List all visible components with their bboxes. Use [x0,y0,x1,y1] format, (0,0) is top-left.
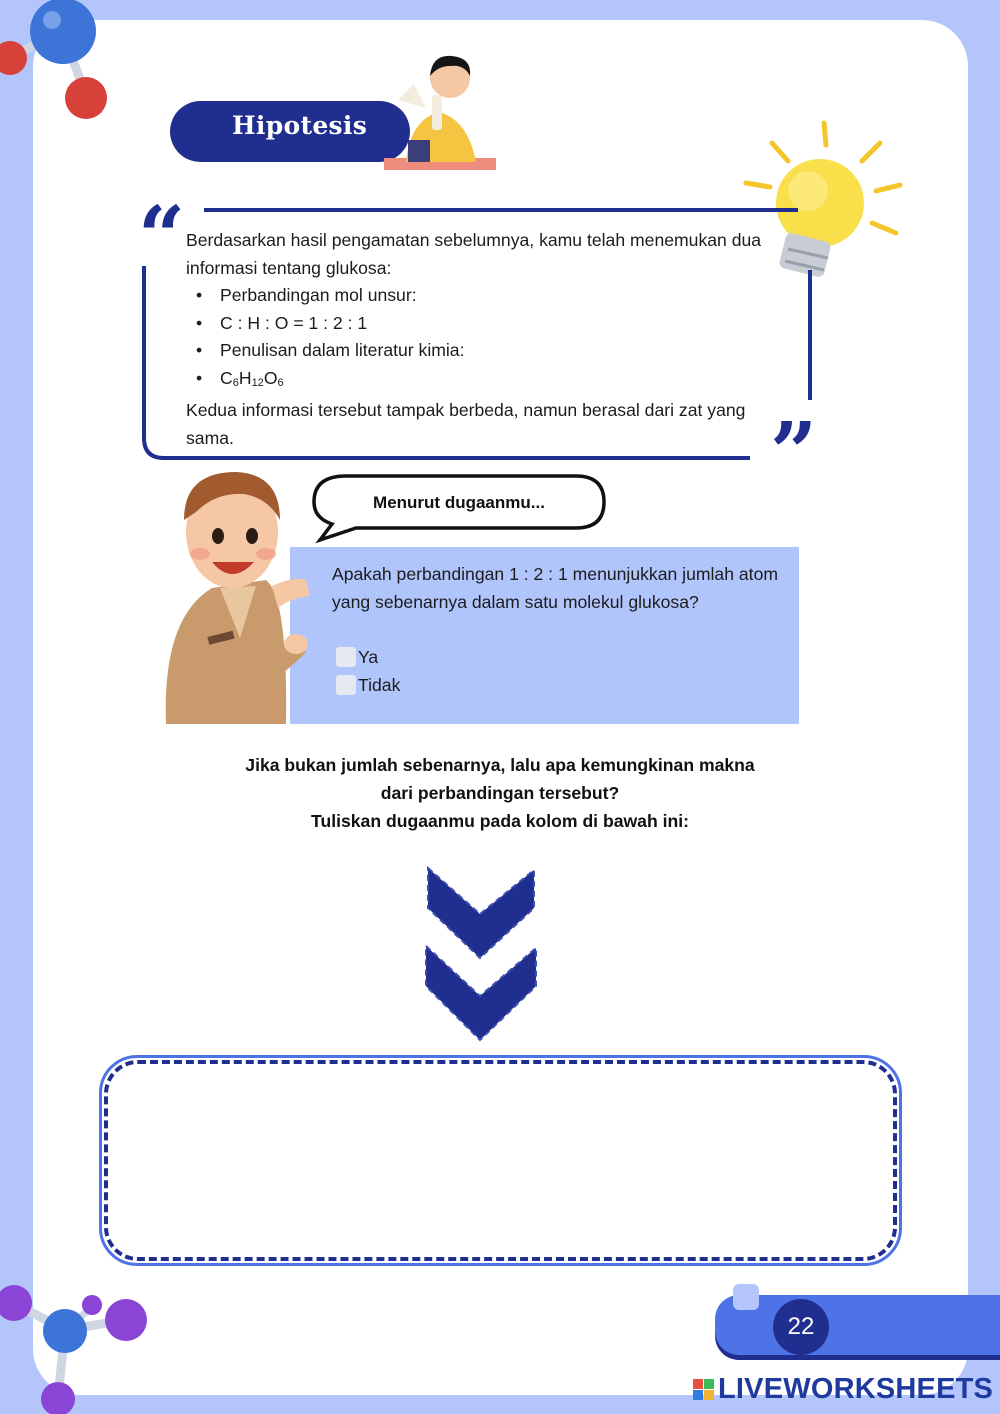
info-conclusion: Kedua informasi tersebut tampak berbeda, namun berasal dari zat yang sama. [186,400,746,448]
page-title: Hipotesis [170,101,410,162]
open-quote-icon: “ [138,189,186,285]
info-intro: Berdasarkan hasil pengamatan sebelumnya, kamu telah menemukan dua informasi tentang glukosa: [186,230,762,278]
molecule-top-left-icon [0,0,120,125]
glucose-formula: • $C_6H_{12}O_6$ [186,365,786,398]
option-label: Tidak [358,674,401,695]
option-label: Ya [358,646,379,667]
checkbox-tidak[interactable] [336,675,356,695]
chevron-down-icon [420,862,545,1047]
prompt-line: Jika bukan jumlah sebenarnya, lalu apa kemungkinan makna [245,755,755,775]
brand-text: LIVEWORKSHEETS [718,1372,994,1405]
info-bullet-list [186,282,786,397]
scientist-illustration-icon [384,50,499,170]
option-tidak[interactable] [336,673,400,697]
list-item: • Perbandingan mol unsur: [186,282,786,310]
page-tab-square [733,1284,759,1310]
info-paragraph [186,227,786,452]
liveworksheets-logo [692,1372,993,1406]
page-number: 22 [773,1299,829,1355]
question-text: Apakah perbandingan 1 : 2 : 1 menunjukkan jumlah atom yang sebenarnya dalam satu molekul glukosa? [332,564,779,612]
checkbox-ya[interactable] [336,647,356,667]
teacher-illustration-icon [160,468,310,724]
answer-input[interactable] [104,1060,897,1261]
prompt-line: Tuliskan dugaanmu pada kolom di bawah ini: [311,811,689,831]
list-item: • C : H : O = 1 : 2 : 1 [186,310,786,338]
liveworksheets-logo-icon [692,1377,716,1401]
speech-bubble-label: Menurut dugaanmu... [373,493,545,512]
molecule-bottom-left-icon [0,1275,160,1414]
prompt-text [150,751,850,835]
close-quote-icon: ” [770,405,818,501]
list-item: • Penulisan dalam literatur kimia: [186,337,786,365]
prompt-line: dari perbandingan tersebut? [380,783,620,803]
option-ya[interactable] [336,645,378,669]
